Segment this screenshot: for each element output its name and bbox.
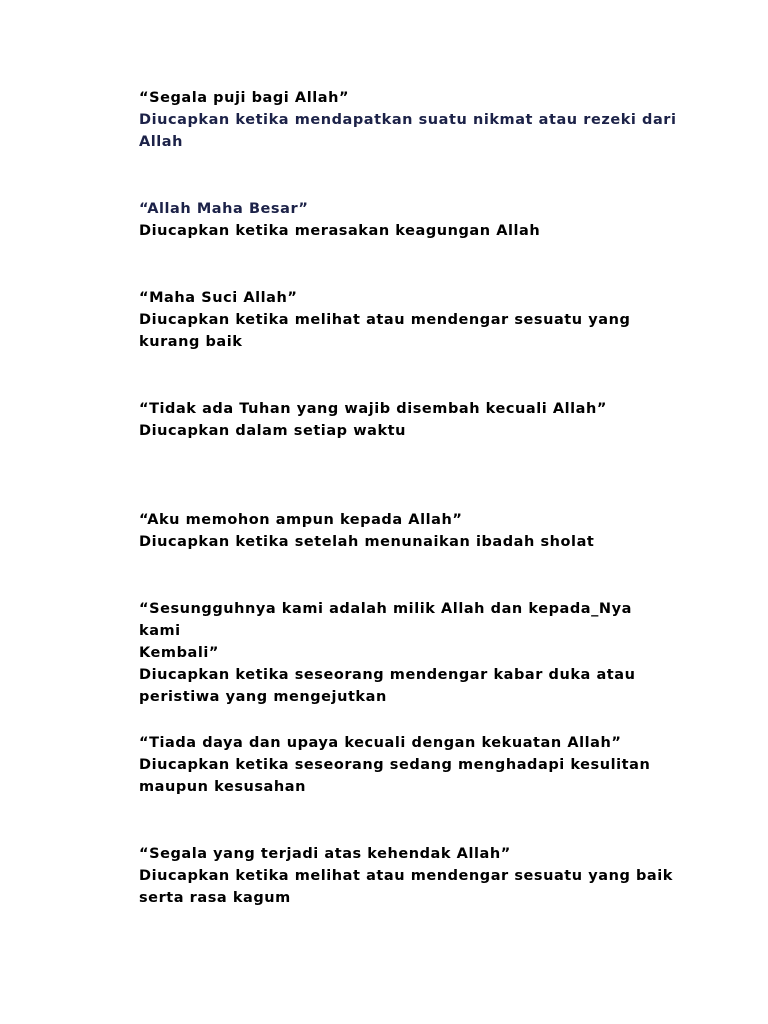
entry-description-line: kurang baik	[139, 334, 243, 350]
entry-phrase: “Aku memohon ampun kepada Allah”	[139, 512, 463, 528]
entry-phrase: “Maha Suci Allah”	[139, 290, 298, 306]
entry-description-line: serta rasa kagum	[139, 890, 291, 906]
entry-6	[139, 598, 679, 708]
entry-phrase-line: Kembali”	[139, 645, 219, 661]
entry-description-line: peristiwa yang mengejutkan	[139, 689, 387, 705]
entry-phrase-line: “Sesungguhnya kami adalah milik Allah dan kepada_Nya kami	[139, 601, 638, 639]
entry-description-line: Diucapkan ketika mendapatkan suatu nikmat atau rezeki dari	[139, 112, 677, 128]
entry-description-line: Diucapkan ketika melihat atau mendengar sesuatu yang	[139, 312, 631, 328]
entry-2	[139, 198, 679, 242]
entry-5	[139, 509, 679, 553]
entry-3	[139, 287, 679, 353]
entry-description-line: Diucapkan ketika seseorang sedang menghadapi kesulitan	[139, 757, 651, 773]
entry-4	[139, 398, 679, 442]
entry-description-line: Allah	[139, 134, 184, 150]
entry-description-line: Diucapkan ketika merasakan keagungan Allah	[139, 223, 541, 239]
entry-description-line: maupun kesusahan	[139, 779, 306, 795]
entry-description-line: Diucapkan ketika setelah menunaikan ibadah sholat	[139, 534, 595, 550]
entry-8	[139, 843, 679, 909]
entry-1	[139, 87, 679, 153]
entry-phrase: “Allah Maha Besar”	[139, 201, 309, 217]
entry-description-line: Diucapkan dalam setiap waktu	[139, 423, 407, 439]
entry-description-line: Diucapkan ketika melihat atau mendengar sesuatu yang baik	[139, 868, 673, 884]
entry-phrase: “Tidak ada Tuhan yang wajib disembah kecuali Allah”	[139, 401, 607, 417]
entry-phrase: “Tiada daya dan upaya kecuali dengan kekuatan Allah”	[139, 735, 622, 751]
entry-description-line: Diucapkan ketika seseorang mendengar kabar duka atau	[139, 667, 636, 683]
entry-phrase: “Segala puji bagi Allah”	[139, 90, 350, 106]
entry-phrase: “Segala yang terjadi atas kehendak Allah”	[139, 846, 511, 862]
entry-7	[139, 732, 679, 798]
